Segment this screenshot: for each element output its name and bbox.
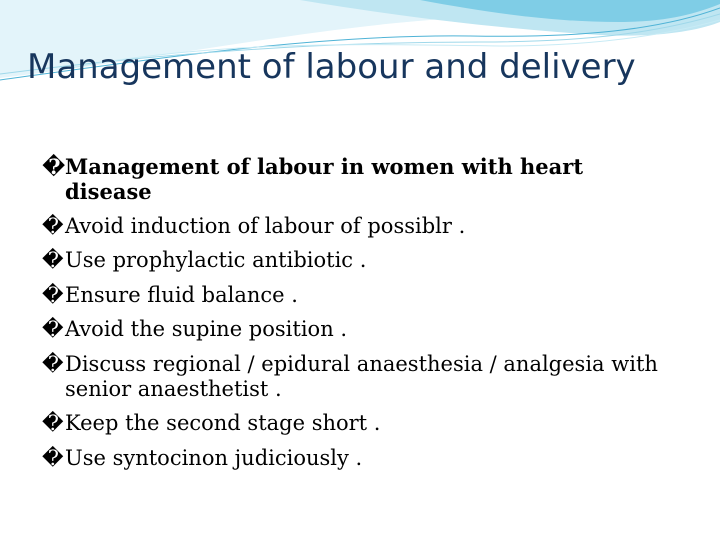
- bullet-item: [42, 446, 662, 471]
- bullet-text: Management of labour in women with heart disease: [65, 154, 584, 204]
- bullet-marker-icon: �: [42, 411, 64, 435]
- bullet-text: Avoid induction of labour of possiblr .: [65, 213, 466, 238]
- bullet-item: [42, 154, 662, 204]
- bullet-marker-icon: �: [42, 317, 64, 341]
- bullet-text: Ensure fluid balance .: [65, 282, 298, 307]
- bullet-marker-icon: �: [42, 154, 66, 179]
- bullet-text: Use syntocinon judiciously .: [65, 445, 363, 470]
- bullet-list: [42, 154, 662, 480]
- bullet-text: Avoid the supine position .: [65, 317, 348, 341]
- bullet-item: [42, 214, 662, 239]
- bullet-text: Discuss regional / epidural anaesthesia / analgesia with senior anaesthetist .: [65, 351, 658, 401]
- bullet-text: Use prophylactic antibiotic .: [65, 248, 367, 272]
- bullet-item: [42, 248, 662, 273]
- bullet-item: [42, 411, 662, 436]
- bullet-item: [42, 352, 662, 402]
- bullet-marker-icon: �: [42, 213, 64, 238]
- bullet-marker-icon: �: [42, 445, 64, 470]
- bullet-text: Keep the second stage short .: [65, 411, 381, 435]
- bullet-marker-icon: �: [42, 351, 64, 376]
- bullet-marker-icon: �: [42, 248, 64, 272]
- bullet-item: [42, 283, 662, 308]
- bullet-item: [42, 317, 662, 342]
- bullet-marker-icon: �: [42, 282, 64, 307]
- slide-title: Management of labour and delivery: [27, 47, 636, 87]
